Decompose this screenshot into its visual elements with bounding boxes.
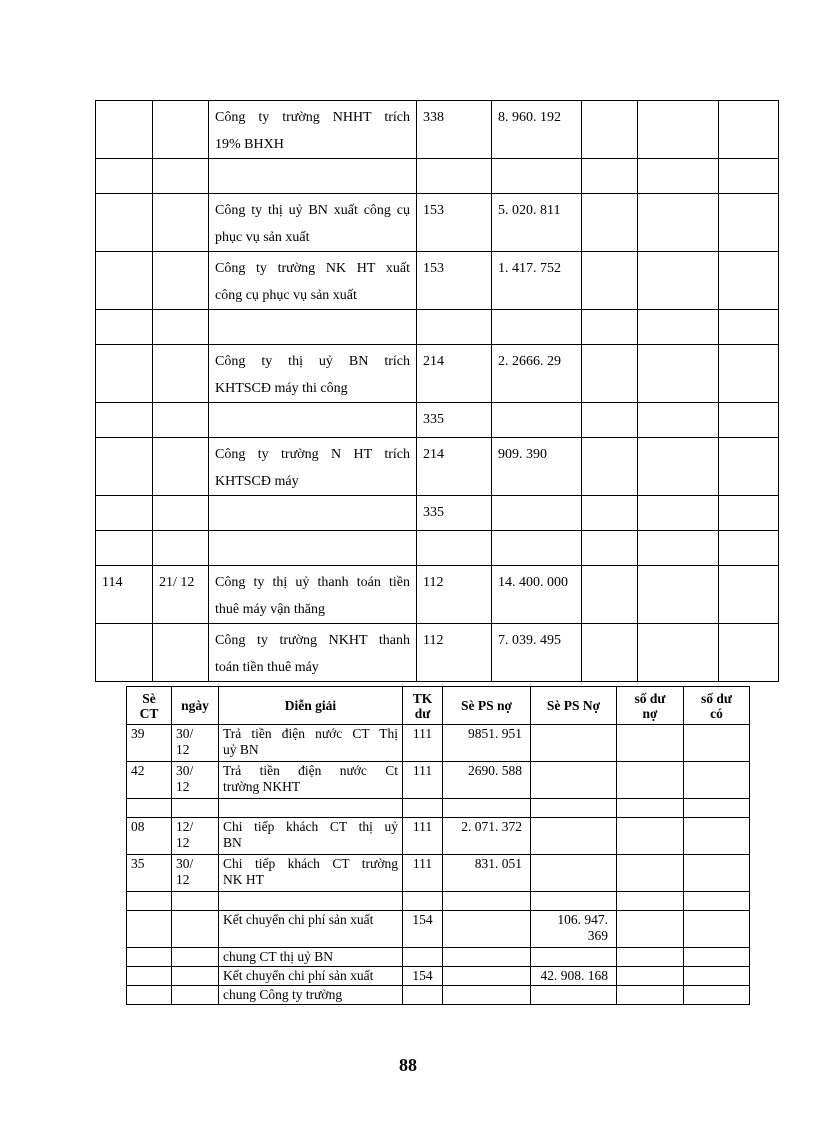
empty-cell xyxy=(582,438,638,496)
empty-cell xyxy=(719,566,779,624)
tk-cell: 153 xyxy=(417,194,492,252)
so-ct-cell xyxy=(96,101,153,159)
dien-giai-line-1: Công ty thị uỷ thanh toán tiền xyxy=(215,575,410,590)
dien-giai-line-1: Công ty thị uỷ BN trích xyxy=(215,354,410,369)
table-row xyxy=(96,531,779,566)
dien-giai-line-2: 19% BHXH xyxy=(215,137,284,152)
ngay-cell xyxy=(153,403,209,438)
table-row xyxy=(96,310,779,345)
table-row xyxy=(96,159,779,194)
dien-giai-line-2: phục vụ sản xuất xyxy=(215,230,310,245)
header-ps-no-2: Sè PS Nợ xyxy=(531,687,617,725)
dien-giai-cell xyxy=(219,855,403,892)
tk-cell xyxy=(417,531,492,566)
ngay-cell xyxy=(153,159,209,194)
header-ps-no: Sè PS nợ xyxy=(443,687,531,725)
dien-giai-cell xyxy=(209,194,417,252)
ngay-cell xyxy=(153,194,209,252)
tk-du-cell: 154 xyxy=(403,911,443,948)
dien-giai-cell xyxy=(209,310,417,345)
so-ct-cell xyxy=(96,403,153,438)
du-co-cell xyxy=(684,892,750,911)
empty-cell xyxy=(719,531,779,566)
empty-cell xyxy=(582,101,638,159)
so-ct-cell: 39 xyxy=(127,725,172,762)
table-row xyxy=(127,986,750,1005)
dien-giai-cell xyxy=(209,624,417,682)
empty-cell xyxy=(719,159,779,194)
dien-giai-cell xyxy=(209,566,417,624)
amount-cell: 909. 390 xyxy=(492,438,582,496)
tk-du-cell: 111 xyxy=(403,818,443,855)
ps-no-2-line-2: 369 xyxy=(587,928,608,943)
dien-giai-line-1: Công ty thị uỷ BN xuất công cụ xyxy=(215,203,410,218)
empty-cell xyxy=(582,159,638,194)
ngay-cell xyxy=(153,101,209,159)
table-row xyxy=(96,566,779,624)
ps-no-cell: 2. 071. 372 xyxy=(443,818,531,855)
empty-cell xyxy=(638,531,719,566)
empty-cell xyxy=(582,566,638,624)
ps-no-2-cell xyxy=(531,948,617,967)
ps-no-cell: 9851. 951 xyxy=(443,725,531,762)
ps-no-2-line-1: 106. 947. xyxy=(557,912,608,927)
so-ct-cell xyxy=(96,194,153,252)
tk-cell: 335 xyxy=(417,403,492,438)
so-ct-cell xyxy=(96,438,153,496)
dien-giai-cell xyxy=(219,948,403,967)
table-row xyxy=(96,438,779,496)
tk-du-cell xyxy=(403,892,443,911)
dien-giai-line-2: uỷ BN xyxy=(223,742,259,757)
empty-cell xyxy=(582,345,638,403)
dien-giai-line-1: Trả tiền điện nước CT Thị xyxy=(223,726,398,741)
dien-giai-line-2: công cụ phục vụ sản xuất xyxy=(215,288,357,303)
empty-cell xyxy=(638,194,719,252)
amount-cell xyxy=(492,531,582,566)
so-ct-cell xyxy=(96,252,153,310)
so-ct-cell xyxy=(96,310,153,345)
ps-no-2-cell xyxy=(531,986,617,1005)
ps-no-cell: 831. 051 xyxy=(443,855,531,892)
table-row xyxy=(96,496,779,531)
amount-cell xyxy=(492,496,582,531)
du-co-cell xyxy=(684,948,750,967)
du-no-cell xyxy=(617,986,684,1005)
tk-cell: 153 xyxy=(417,252,492,310)
ps-no-cell xyxy=(443,967,531,986)
table-row xyxy=(127,911,750,948)
page-number: 88 xyxy=(399,1055,417,1075)
empty-cell xyxy=(638,345,719,403)
dien-giai-line-1: Công ty trường NKHT thanh xyxy=(215,633,410,648)
dien-giai-line-2: BN xyxy=(223,835,242,850)
header-du-no: số dư nợ xyxy=(617,687,684,725)
table-row xyxy=(127,762,750,799)
du-co-cell xyxy=(684,967,750,986)
ngay-cell xyxy=(153,345,209,403)
empty-cell xyxy=(638,496,719,531)
dien-giai-line-1: chung CT thị uỷ BN xyxy=(223,949,334,964)
empty-cell xyxy=(638,566,719,624)
ngay-cell xyxy=(172,818,219,855)
du-no-cell xyxy=(617,725,684,762)
dien-giai-line-1: chung Công ty trường xyxy=(223,987,343,1002)
empty-cell xyxy=(638,252,719,310)
dien-giai-cell xyxy=(209,496,417,531)
table-row xyxy=(96,252,779,310)
ps-no-cell xyxy=(443,892,531,911)
ngay-line-1: 30/ xyxy=(176,763,194,778)
ledger-table-bottom xyxy=(126,686,750,1005)
table-row xyxy=(96,624,779,682)
dien-giai-cell xyxy=(209,252,417,310)
du-no-cell xyxy=(617,855,684,892)
empty-cell xyxy=(582,310,638,345)
header-tk-du: TK dư xyxy=(403,687,443,725)
tk-du-cell: 111 xyxy=(403,762,443,799)
ps-no-2-cell xyxy=(531,967,617,986)
empty-cell xyxy=(582,252,638,310)
dien-giai-line-1: Chi tiếp khách CT trường xyxy=(223,856,398,871)
dien-giai-line-1: Chi tiếp khách CT thị uỷ xyxy=(223,819,398,834)
empty-cell xyxy=(719,345,779,403)
ps-no-cell xyxy=(443,948,531,967)
empty-cell xyxy=(719,101,779,159)
du-no-cell xyxy=(617,818,684,855)
so-ct-cell: 35 xyxy=(127,855,172,892)
empty-cell xyxy=(638,159,719,194)
ngay-cell xyxy=(153,624,209,682)
ledger-table-top xyxy=(95,100,779,682)
amount-cell xyxy=(492,403,582,438)
ngay-cell xyxy=(172,799,219,818)
ps-no-2-cell xyxy=(531,799,617,818)
du-no-cell xyxy=(617,967,684,986)
table-row xyxy=(127,725,750,762)
header-row xyxy=(127,687,750,725)
du-no-cell xyxy=(617,911,684,948)
ps-no-2-cell xyxy=(531,892,617,911)
dien-giai-cell xyxy=(219,799,403,818)
dien-giai-line-1: Công ty trường NK HT xuất xyxy=(215,261,410,276)
empty-cell xyxy=(719,624,779,682)
du-co-cell xyxy=(684,762,750,799)
so-ct-cell xyxy=(96,496,153,531)
dien-giai-line-2: trường NKHT xyxy=(223,779,301,794)
dien-giai-line-1: Kết chuyển chi phí sản xuất xyxy=(223,912,374,927)
dien-giai-line-1: Kết chuyển chi phí sản xuất xyxy=(223,968,374,983)
du-co-cell xyxy=(684,818,750,855)
dien-giai-line-2: NK HT xyxy=(223,872,264,887)
tk-cell: 335 xyxy=(417,496,492,531)
tk-du-cell: 111 xyxy=(403,725,443,762)
tk-du-cell xyxy=(403,986,443,1005)
tk-cell: 112 xyxy=(417,566,492,624)
dien-giai-line-2: KHTSCĐ máy xyxy=(215,474,299,489)
so-ct-cell xyxy=(127,911,172,948)
ngay-line-2: 12 xyxy=(176,872,190,887)
empty-cell xyxy=(719,194,779,252)
tk-du-cell: 111 xyxy=(403,855,443,892)
ps-no-2-cell xyxy=(531,818,617,855)
du-co-cell xyxy=(684,911,750,948)
dien-giai-line-2: KHTSCĐ máy thi công xyxy=(215,381,348,396)
ngay-cell xyxy=(153,531,209,566)
ps-no-2-cell xyxy=(531,762,617,799)
so-ct-cell xyxy=(127,799,172,818)
table-row xyxy=(127,948,750,967)
tk-cell: 214 xyxy=(417,345,492,403)
dien-giai-cell xyxy=(219,762,403,799)
ngay-line-2: 12 xyxy=(176,742,190,757)
dien-giai-cell xyxy=(219,986,403,1005)
table-row xyxy=(127,892,750,911)
dien-giai-cell xyxy=(219,892,403,911)
ngay-cell xyxy=(153,252,209,310)
amount-cell xyxy=(492,159,582,194)
ngay-cell xyxy=(153,438,209,496)
amount-cell: 1. 417. 752 xyxy=(492,252,582,310)
ngay-cell xyxy=(172,967,219,986)
amount-cell: 14. 400. 000 xyxy=(492,566,582,624)
ps-no-2-cell xyxy=(531,855,617,892)
dien-giai-cell xyxy=(209,531,417,566)
dien-giai-cell xyxy=(209,438,417,496)
du-no-cell xyxy=(617,799,684,818)
so-ct-cell xyxy=(96,531,153,566)
tk-cell: 214 xyxy=(417,438,492,496)
du-co-cell xyxy=(684,855,750,892)
ngay-cell xyxy=(172,725,219,762)
empty-cell xyxy=(638,310,719,345)
ngay-line-1: 30/ xyxy=(176,856,194,871)
table-row xyxy=(96,194,779,252)
header-so-ct: Sè CT xyxy=(127,687,172,725)
amount-cell: 8. 960. 192 xyxy=(492,101,582,159)
so-ct-cell: 114 xyxy=(96,566,153,624)
ngay-line-2: 12 xyxy=(176,835,190,850)
so-ct-cell: 42 xyxy=(127,762,172,799)
tk-du-cell xyxy=(403,948,443,967)
ps-no-2-cell xyxy=(531,725,617,762)
so-ct-cell xyxy=(127,948,172,967)
so-ct-cell: 08 xyxy=(127,818,172,855)
du-no-cell xyxy=(617,948,684,967)
empty-cell xyxy=(582,531,638,566)
table-row xyxy=(96,101,779,159)
du-no-cell xyxy=(617,892,684,911)
dien-giai-cell xyxy=(209,403,417,438)
so-ct-cell xyxy=(96,159,153,194)
ngay-cell xyxy=(153,496,209,531)
empty-cell xyxy=(638,101,719,159)
dien-giai-cell xyxy=(209,159,417,194)
so-ct-cell xyxy=(127,892,172,911)
empty-cell xyxy=(719,310,779,345)
table-row xyxy=(127,818,750,855)
so-ct-cell xyxy=(127,986,172,1005)
ngay-line-1: 12/ xyxy=(176,819,194,834)
ps-no-2-cell xyxy=(531,911,617,948)
tk-du-cell xyxy=(403,799,443,818)
ngay-cell xyxy=(153,310,209,345)
table-row xyxy=(96,403,779,438)
empty-cell xyxy=(638,438,719,496)
empty-cell xyxy=(582,403,638,438)
tk-cell: 112 xyxy=(417,624,492,682)
so-ct-cell xyxy=(127,967,172,986)
table-row xyxy=(96,345,779,403)
ngay-line-2: 12 xyxy=(176,779,190,794)
ngay-cell xyxy=(172,986,219,1005)
du-co-cell xyxy=(684,725,750,762)
dien-giai-cell xyxy=(219,818,403,855)
empty-cell xyxy=(719,438,779,496)
ps-no-cell xyxy=(443,986,531,1005)
so-ct-cell xyxy=(96,345,153,403)
ngay-cell: 21/ 12 xyxy=(153,566,209,624)
dien-giai-cell xyxy=(209,101,417,159)
du-no-cell xyxy=(617,762,684,799)
ps-no-cell xyxy=(443,911,531,948)
table-row xyxy=(127,967,750,986)
dien-giai-cell xyxy=(209,345,417,403)
empty-cell xyxy=(638,403,719,438)
empty-cell xyxy=(719,403,779,438)
dien-giai-line-2: toán tiền thuê máy xyxy=(215,660,319,675)
ps-no-2-line-1: 42. 908. 168 xyxy=(540,968,608,983)
table-row xyxy=(127,799,750,818)
ngay-line-1: 30/ xyxy=(176,726,194,741)
empty-cell xyxy=(582,624,638,682)
empty-cell xyxy=(582,496,638,531)
amount-cell: 5. 020. 811 xyxy=(492,194,582,252)
ngay-cell xyxy=(172,892,219,911)
du-co-cell xyxy=(684,986,750,1005)
dien-giai-cell xyxy=(219,725,403,762)
so-ct-cell xyxy=(96,624,153,682)
dien-giai-cell xyxy=(219,911,403,948)
ngay-cell xyxy=(172,855,219,892)
empty-cell xyxy=(638,624,719,682)
tk-cell: 338 xyxy=(417,101,492,159)
amount-cell xyxy=(492,310,582,345)
empty-cell xyxy=(582,194,638,252)
ps-no-cell: 2690. 588 xyxy=(443,762,531,799)
dien-giai-line-1: Công ty trường N HT trích xyxy=(215,447,410,462)
dien-giai-line-2: thuê máy vận thăng xyxy=(215,602,326,617)
empty-cell xyxy=(719,252,779,310)
tk-cell xyxy=(417,159,492,194)
amount-cell: 2. 2666. 29 xyxy=(492,345,582,403)
tk-du-cell: 154 xyxy=(403,967,443,986)
header-ngay: ngày xyxy=(172,687,219,725)
ngay-cell xyxy=(172,762,219,799)
dien-giai-line-1: Công ty trường NHHT trích xyxy=(215,110,410,125)
dien-giai-cell xyxy=(219,967,403,986)
ngay-cell xyxy=(172,911,219,948)
amount-cell: 7. 039. 495 xyxy=(492,624,582,682)
header-du-co: số dư có xyxy=(684,687,750,725)
header-dien-giai: Diễn giải xyxy=(219,687,403,725)
table-row xyxy=(127,855,750,892)
empty-cell xyxy=(719,496,779,531)
tk-cell xyxy=(417,310,492,345)
ngay-cell xyxy=(172,948,219,967)
dien-giai-line-1: Trả tiền điện nước Ct xyxy=(223,763,398,778)
du-co-cell xyxy=(684,799,750,818)
ps-no-cell xyxy=(443,799,531,818)
